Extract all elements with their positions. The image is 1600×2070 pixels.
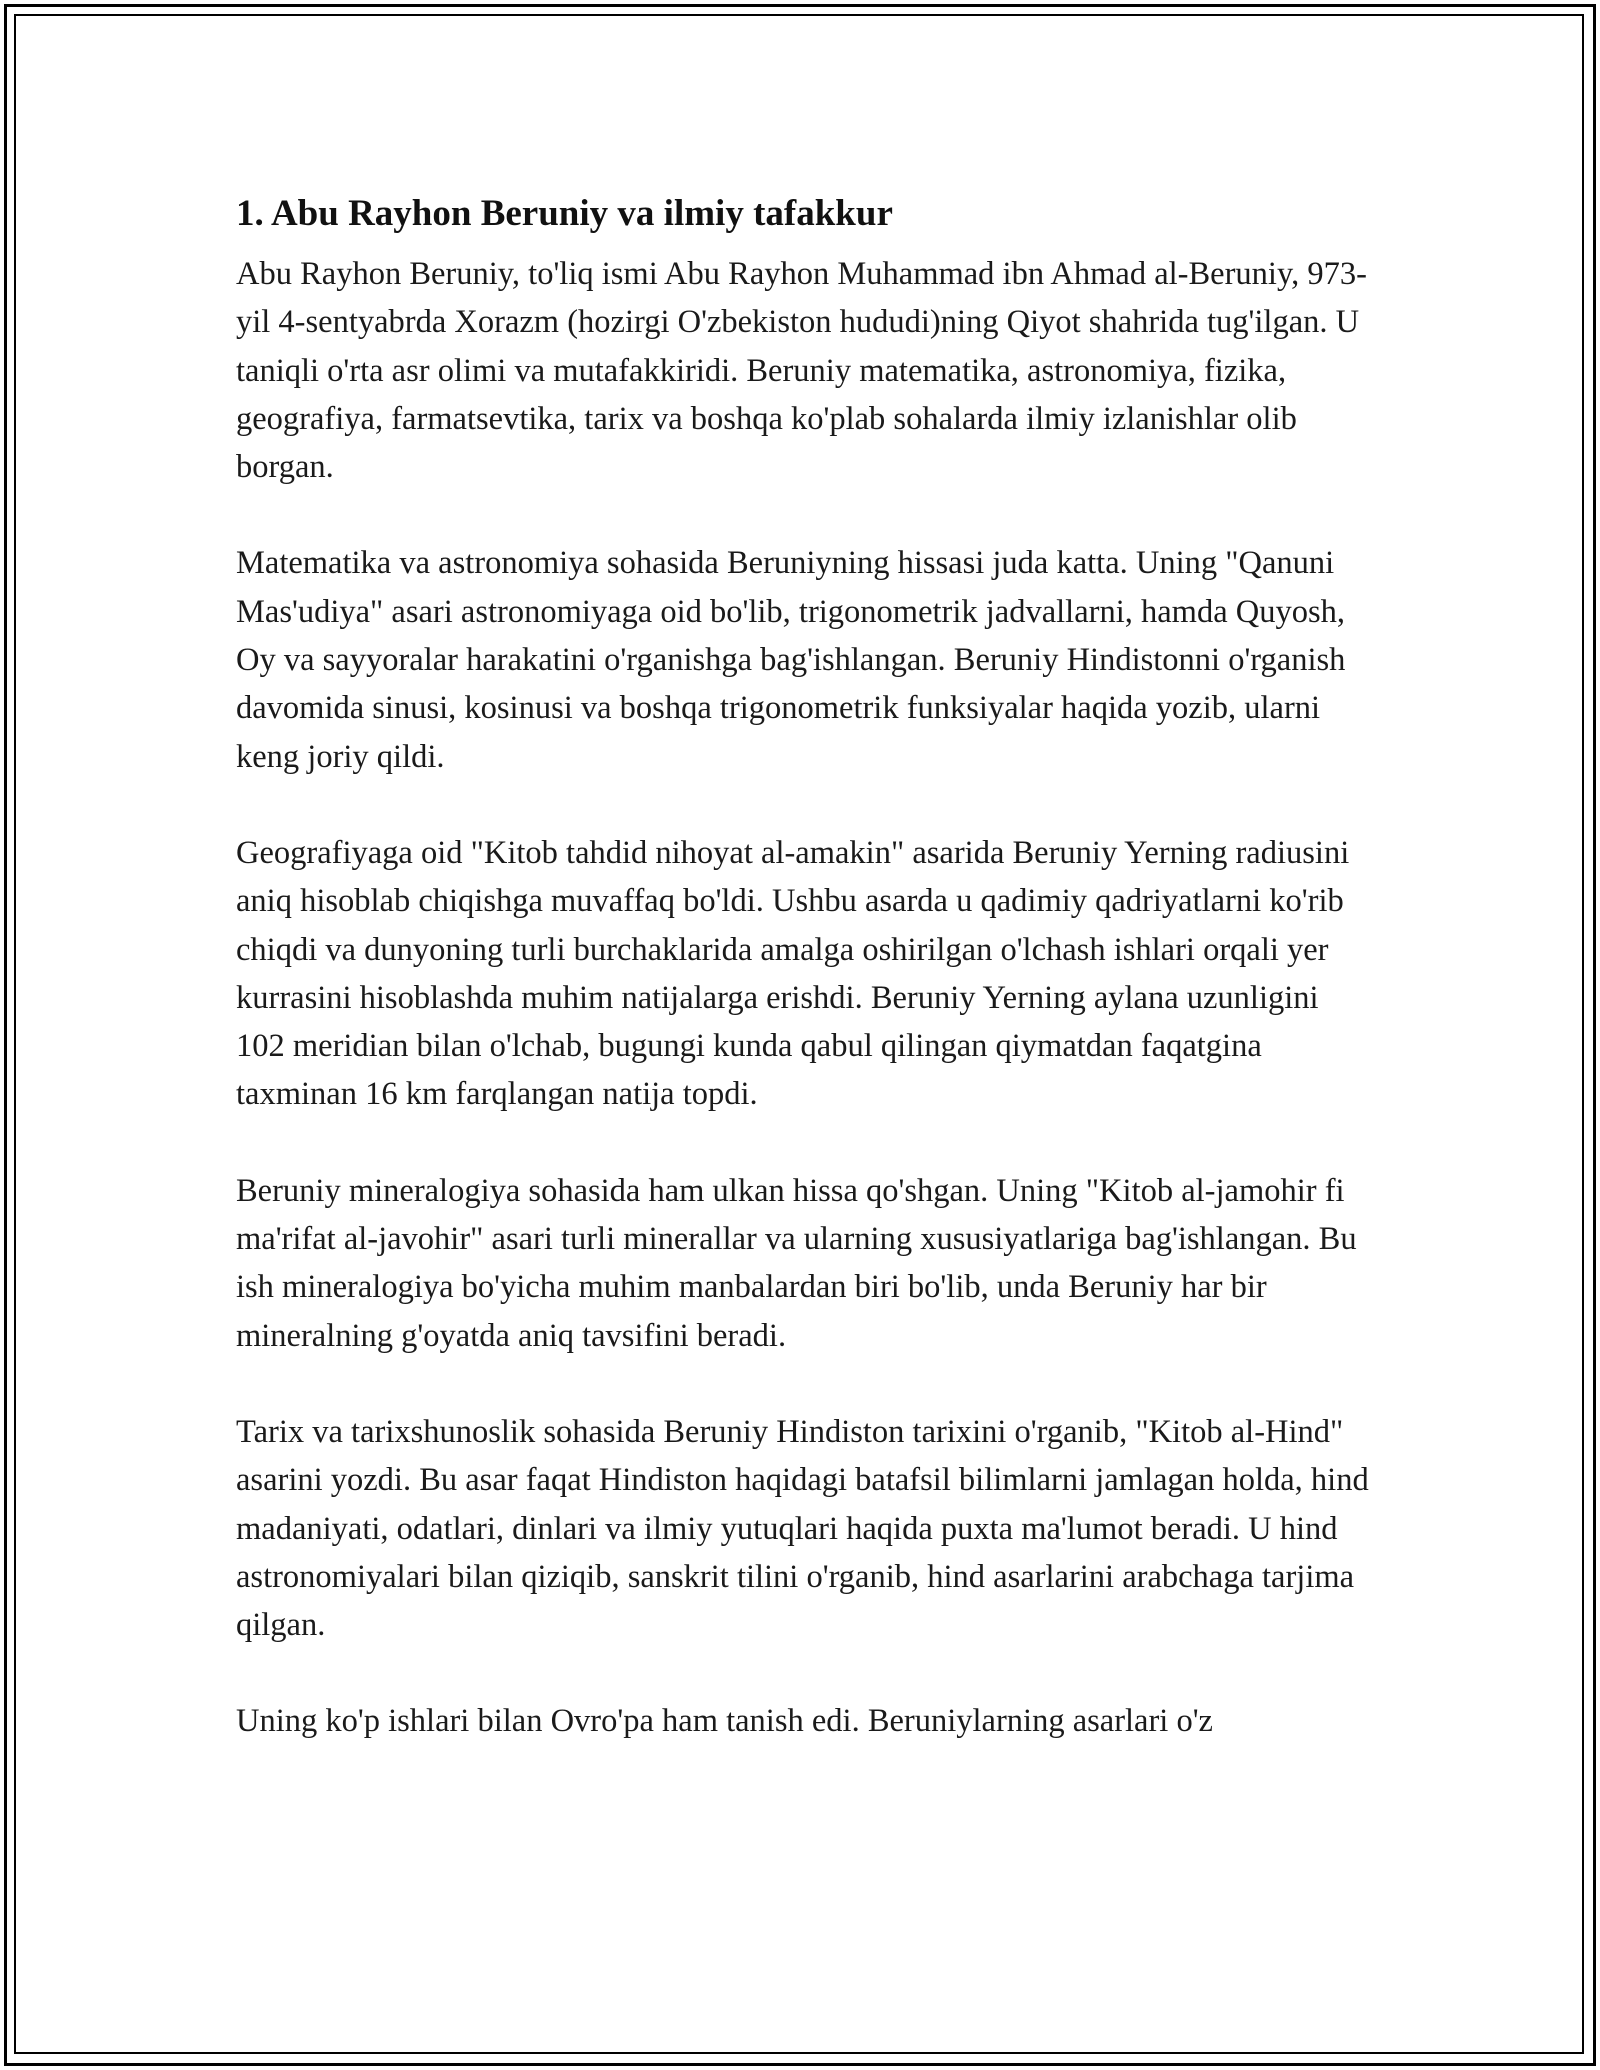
paragraph-geography: Geografiyaga oid "Kitob tahdid nihoyat al-amakin" asarida Beruniy Yerning radiusini aniq hisoblab chiqishga muvaffaq bo'ldi. Ushbu asarda u qadimiy qadriyatlarni ko'rib chiqdi va dunyoning turli burchaklarida amalga oshirilgan o'lchash ishlari orqali yer kurrasini hisoblashda muhim natijalarga erishdi. Beruniy Yerning aylana uzunligini 102 meridian bilan o'lchab, bugungi kunda qabul qilingan qiymatdan faqatgina taxminan 16 km farqlangan natija topdi. xyxy=(236,834,1350,1113)
paragraph-history: Tarix va tarixshunoslik sohasida Beruniy Hindiston tarixini o'rganib, "Kitob al-Hind" asarini yozdi. Bu asar faqat Hindiston haqidagi batafsil bilimlarni jamlagan holda, hind madaniyati, odatlari, dinlari va ilmiy yutuqlari haqida puxta ma'lumot beradi. U hind astronomiyalari bilan qiziqib, sanskrit tilini o'rganib, hind asarlarini arabchaga tarjima qilgan. xyxy=(236,1413,1369,1644)
paragraph-mineralogy: Beruniy mineralogiya sohasida ham ulkan hissa qo'shgan. Uning "Kitob al-jamohir fi ma'rifat al-javohir" asari turli minerallar va ularning xususiyatlariga bag'ishlangan. Bu ish mineralogiya bo'yicha muhim manbalardan biri bo'lib, unda Beruniy har bir mineralning g'oyatda aniq tavsifini beradi. xyxy=(236,1172,1357,1354)
paragraph-mathematics-astronomy: Matematika va astronomiya sohasida Beruniyning hissasi juda katta. Uning "Qanuni Mas'udiya" asari astronomiyaga oid bo'lib, trigonometrik jadvallarni, hamda Quyosh, Oy va sayyoralar harakatini o'rganishga bag'ishlangan. Beruniy Hindistonni o'rganish davomida sinusi, kosinusi va boshqa trigonometrik funksiyalar haqida yozib, ularni keng joriy qildi. xyxy=(236,545,1346,775)
section-heading: 1. Abu Rayhon Beruniy va ilmiy tafakkur xyxy=(236,193,893,234)
paragraph-europe: Uning ko'p ishlari bilan Ovro'pa ham tanish edi. Beruniylarning asarlari o'z xyxy=(236,1703,1213,1740)
document-body xyxy=(236,184,1371,1794)
paragraph-biography: Abu Rayhon Beruniy, to'liq ismi Abu Rayhon Muhammad ibn Ahmad al-Beruniy, 973-yil 4-sentyabrda Xorazm (hozirgi O'zbekiston hududi)ning Qiyot shahrida tug'ilgan. U taniqli o'rta asr olimi va mutafakkiridi. Beruniy matematika, astronomiya, fizika, geografiya, farmatsevtika, tarix va boshqa ko'plab sohalarda ilmiy izlanishlar olib borgan. xyxy=(236,256,1367,486)
